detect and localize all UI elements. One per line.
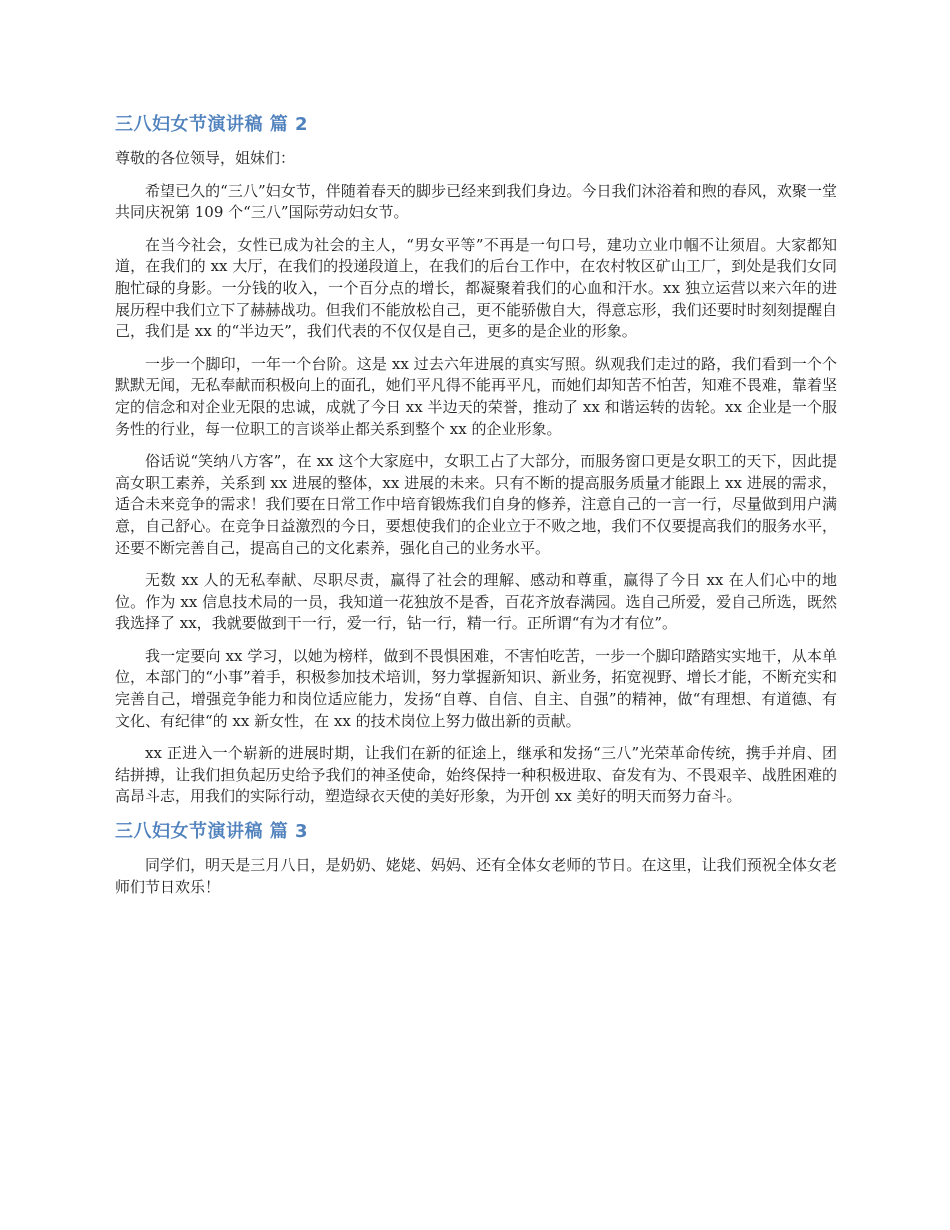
paragraph: 无数 xx 人的无私奉献、尽职尽责，赢得了社会的理解、感动和尊重，赢得了今日 xx 在人们心中的地位。作为 xx 信息技术局的一员，我知道一花独放不是香，百花齐放春满园。选自己所爱，爱自己所选，既然我选择了 xx，我就要做到干一行，爱一行，钻一行，精一行。正所谓“有为才有位”。 xyxy=(115,571,837,633)
paragraph: xx 正进入一个崭新的进展时期，让我们在新的征途上，继承和发扬“三八”光荣革命传统，携手并肩、团结拼搏，让我们担负起历史给予我们的神圣使命，始终保持一种积极进取、奋发有为、不畏艰辛、战胜困难的高昂斗志，用我们的实际行动，塑造绿衣天使的美好形象，为开创 xx 美好的明天而努力奋斗。 xyxy=(115,744,837,806)
paragraph: 我一定要向 xx 学习，以她为榜样，做到不畏惧困难，不害怕吃苦，一步一个脚印踏踏实实地干，从本单位，本部门的“小事”着手，积极参加技术培训，努力掌握新知识、新业务，拓宽视野、增长才能，不断充实和完善自己，增强竞争能力和岗位适应能力，发扬“自尊、自信、自主、自强”的精神，做“有理想、有道德、有文化、有纪律“的 xx 新女性，在 xx 的技术岗位上努力做出新的贡献。 xyxy=(115,646,837,730)
paragraph: 同学们，明天是三月八日，是奶奶、姥姥、妈妈、还有全体女老师的节日。在这里，让我们预祝全体女老师们节日欢乐！ xyxy=(115,856,837,896)
section-heading: 三八妇女节演讲稿 篇 2 xyxy=(115,114,309,135)
section-heading: 三八妇女节演讲稿 篇 3 xyxy=(115,821,309,843)
salutation: 尊敬的各位领导，姐妹们： xyxy=(115,149,296,167)
paragraph: 一步一个脚印，一年一个台阶。这是 xx 过去六年进展的真实写照。纵观我们走过的路，我们看到一个个默默无闻，无私奉献而积极向上的面孔，她们平凡得不能再平凡，而她们却知苦不怕苦，知难不畏难，靠着坚定的信念和对企业无限的忠诚，成就了今日 xx 半边天的荣誉，推动了 xx 和谐运转的齿轮。xx 企业是一个服务性的行业，每一位职工的言谈举止都关系到整个 xx 的企业形象。 xyxy=(115,354,837,438)
paragraph: 俗话说“笑纳八方客”，在 xx 这个大家庭中，女职工占了大部分，而服务窗口更是女职工的天下，因此提高女职工素养，关系到 xx 进展的整体，xx 进展的未来。只有不断的提高服务质量才能跟上 xx 进展的需求，适合未来竞争的需求！我们要在日常工作中培育锻炼我们自身的修养，注意自己的一言一行，尽量做到用户满意，自己舒心。在竞争日益激烈的今日，要想使我们的企业立于不败之地，我们不仅要提高我们的服务水平，还要不断完善自己，提高自己的文化素养，强化自己的业务水平。 xyxy=(115,452,837,557)
paragraph: 希望已久的“三八”妇女节，伴随着春天的脚步已经来到我们身边。今日我们沐浴着和煦的春风，欢聚一堂共同庆祝第 109 个“三八”国际劳动妇女节。 xyxy=(115,181,837,222)
document-page xyxy=(115,112,837,909)
paragraph: 在当今社会，女性已成为社会的主人，“男女平等”不再是一句口号，建功立业巾帼不让须眉。大家都知道，在我们的 xx 大厅，在我们的投递段道上，在我们的后台工作中，在农村牧区矿山工厂，到处是我们女同胞忙碌的身影。一分钱的收入，一个百分点的增长，都凝聚着我们的心血和汗水。xx 独立运营以来六年的进展历程中我们立下了赫赫战功。但我们不能放松自己，更不能骄傲自大，得意忘形，我们还要时时刻刻提醒自己，我们是 xx 的“半边天”，我们代表的不仅仅是自己，更多的是企业的形象。 xyxy=(115,235,837,341)
